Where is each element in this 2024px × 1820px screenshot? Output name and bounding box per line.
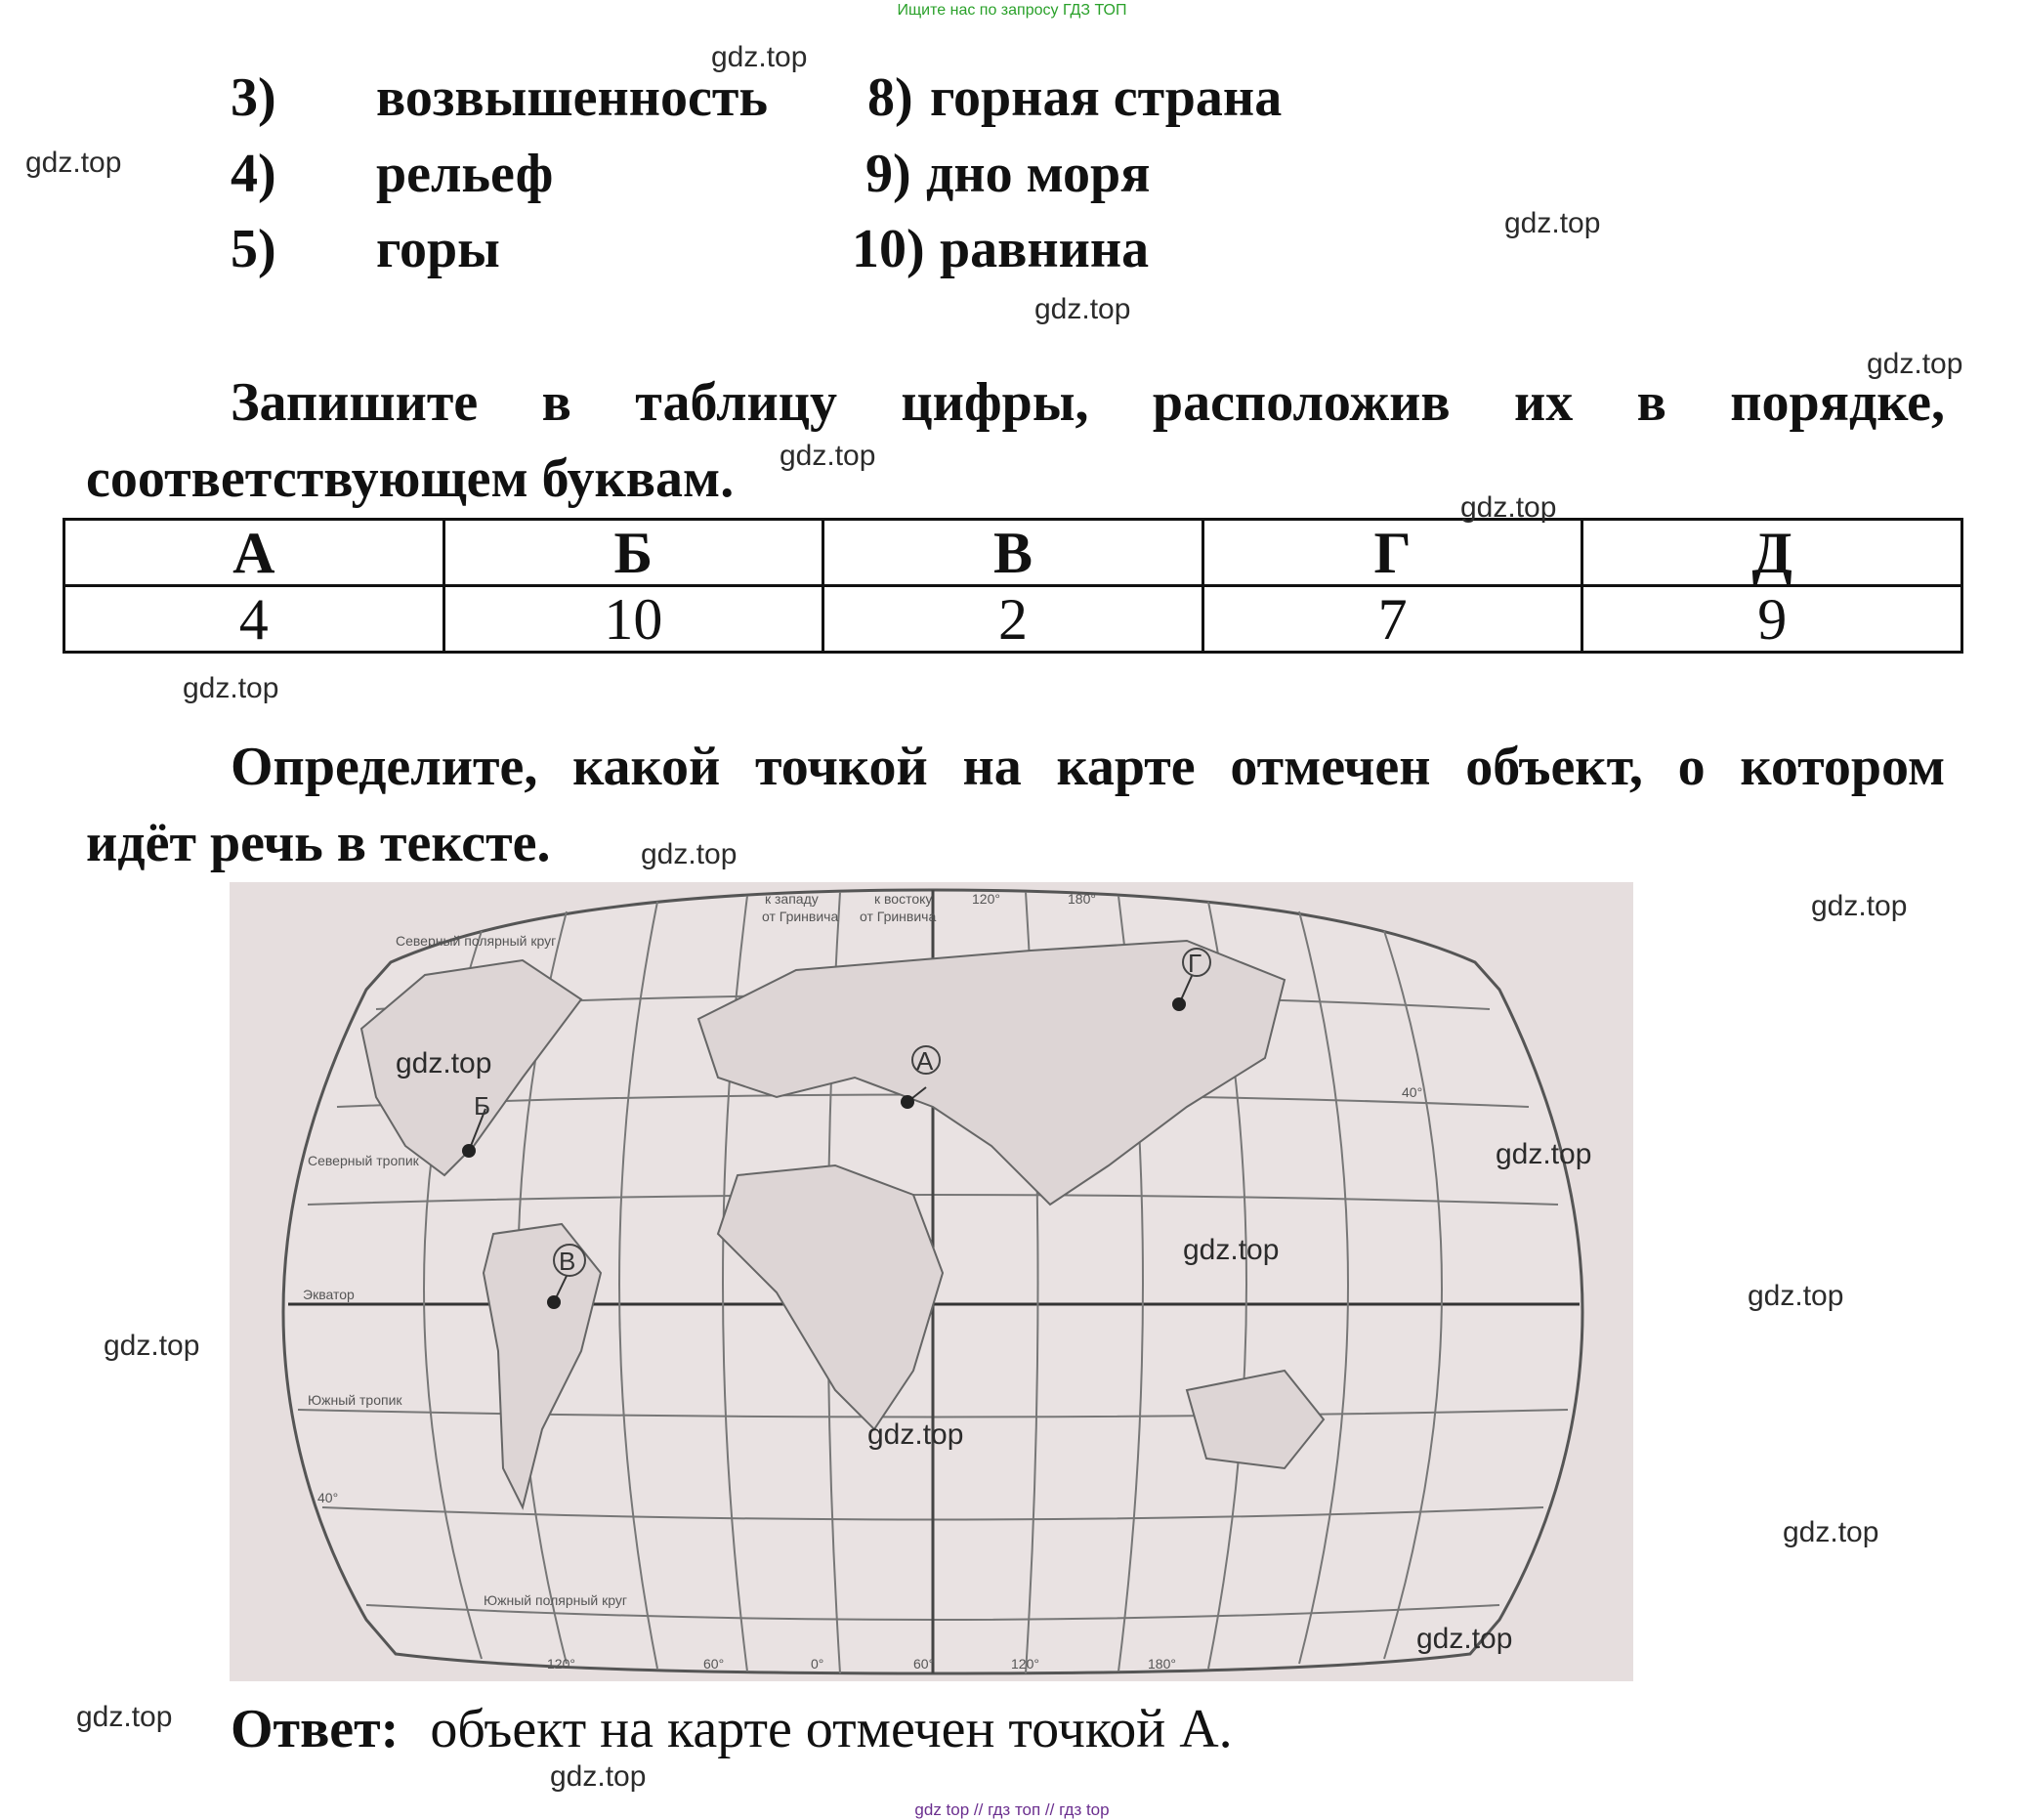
watermark: gdz.top: [25, 147, 122, 179]
table-header-cell: Г: [1202, 520, 1582, 586]
task2-line2: идёт речь в тексте.: [86, 813, 551, 873]
table-header-cell: В: [823, 520, 1203, 586]
map-label-south-tropic: Южный тропик: [308, 1392, 402, 1408]
watermark: gdz.top: [550, 1760, 647, 1793]
map-label-lon-60w: 60°: [703, 1656, 725, 1672]
map-label-lon-0: 0°: [811, 1656, 824, 1672]
table-cell: 9: [1582, 586, 1962, 653]
map-point-a-label: А: [916, 1046, 934, 1076]
watermark: gdz.top: [867, 1418, 964, 1451]
answer-label: Ответ:: [231, 1699, 400, 1759]
task2-word: точкой: [755, 737, 928, 797]
task1-word: расположив: [1152, 372, 1451, 433]
term-10-number: 10): [852, 219, 925, 279]
table-header-cell: Д: [1582, 520, 1962, 586]
table-cell: 4: [64, 586, 444, 653]
watermark: gdz.top: [1867, 348, 1963, 380]
top-banner: Ищите нас по запросу ГДЗ ТОП: [897, 2, 1127, 19]
answer-table: [63, 518, 1963, 654]
term-3-number: 3): [231, 67, 276, 128]
term-8-label: горная страна: [930, 67, 1283, 128]
task2-line1: [231, 736, 1945, 798]
watermark: gdz.top: [76, 1701, 173, 1733]
watermark: gdz.top: [1183, 1234, 1280, 1266]
task1-word: цифры,: [901, 372, 1089, 433]
answer-text: объект на карте отмечен точкой А.: [430, 1699, 1233, 1759]
task2-word: на: [962, 737, 1022, 797]
watermark: gdz.top: [183, 672, 279, 704]
task1-line2: соответствующем буквам.: [86, 448, 735, 509]
map-label-west: к западу: [765, 891, 819, 907]
map-label-lat-40-right: 40°: [1402, 1084, 1423, 1100]
table-header-cell: Б: [443, 520, 823, 586]
map-label-lon-120w: 120°: [547, 1656, 575, 1672]
task1-word: их: [1513, 372, 1574, 433]
task2-word: отмечен: [1230, 737, 1431, 797]
term-4-label: рельеф: [376, 144, 554, 204]
map-point-v-label: В: [559, 1247, 576, 1276]
watermark: gdz.top: [1783, 1516, 1879, 1548]
watermark: gdz.top: [1034, 293, 1131, 325]
term-5-label: горы: [376, 219, 500, 279]
term-9-label: дно моря: [926, 144, 1151, 204]
task2-word: о: [1677, 737, 1706, 797]
task2-word: какой: [572, 737, 721, 797]
map-label-lat-40-left: 40°: [317, 1490, 339, 1505]
table-cell: 7: [1202, 586, 1582, 653]
watermark: gdz.top: [1496, 1138, 1592, 1170]
map-point-b-label: Б: [474, 1091, 491, 1121]
task2-word: Определите,: [231, 737, 538, 797]
task1-line1: [231, 371, 1945, 434]
task2-word: карте: [1056, 737, 1196, 797]
map-label-equator: Экватор: [303, 1287, 355, 1302]
map-label-lon-180: 180°: [1148, 1656, 1176, 1672]
watermark: gdz.top: [1460, 491, 1557, 524]
watermark: gdz.top: [1748, 1280, 1844, 1312]
map-label-north-tropic: Северный тропик: [308, 1153, 419, 1168]
map-label-south-polar: Южный полярный круг: [484, 1592, 627, 1608]
map-label-lon-120-top: 120°: [972, 891, 1000, 907]
term-5-number: 5): [231, 219, 276, 279]
watermark: gdz.top: [104, 1330, 200, 1362]
map-label-east: к востоку: [874, 891, 933, 907]
map-label-lon-180-top: 180°: [1068, 891, 1096, 907]
watermark: gdz.top: [1504, 207, 1601, 239]
watermark: gdz.top: [1811, 890, 1908, 922]
task1-word: в: [541, 372, 571, 433]
watermark: gdz.top: [711, 41, 808, 73]
table-row: [64, 586, 1962, 653]
watermark: gdz.top: [780, 440, 876, 472]
term-8-number: 8): [867, 67, 913, 128]
map-label-lon-60e: 60°: [913, 1656, 935, 1672]
world-map-graphic: [230, 882, 1633, 1681]
task1-word: в: [1636, 372, 1666, 433]
watermark: gdz.top: [641, 838, 738, 870]
task1-word: таблицу: [635, 372, 838, 433]
task1-word: Запишите: [231, 372, 479, 433]
task1-word: порядке,: [1730, 372, 1945, 433]
watermark: gdz.top: [396, 1047, 492, 1079]
table-cell: 10: [443, 586, 823, 653]
map-label-north-polar: Северный полярный круг: [396, 933, 557, 949]
term-4-number: 4): [231, 144, 276, 204]
table-cell: 2: [823, 586, 1203, 653]
term-9-number: 9): [865, 144, 911, 204]
task2-word: объект,: [1465, 737, 1643, 797]
answer-line: [231, 1698, 1233, 1760]
term-3-label: возвышенность: [376, 67, 768, 128]
task2-word: котором: [1740, 737, 1946, 797]
map-point-g-label: Г: [1188, 949, 1202, 978]
map-label-lon-120e: 120°: [1011, 1656, 1039, 1672]
map-label-greenwich-2: от Гринвича: [860, 909, 937, 924]
bottom-banner: gdz top // гдз топ // гдз top: [914, 1800, 1110, 1819]
table-header-row: [64, 520, 1962, 586]
world-map: [230, 882, 1633, 1681]
table-header-cell: А: [64, 520, 444, 586]
term-10-label: равнина: [940, 219, 1150, 279]
map-label-greenwich-1: от Гринвича: [762, 909, 839, 924]
watermark: gdz.top: [1416, 1623, 1513, 1655]
